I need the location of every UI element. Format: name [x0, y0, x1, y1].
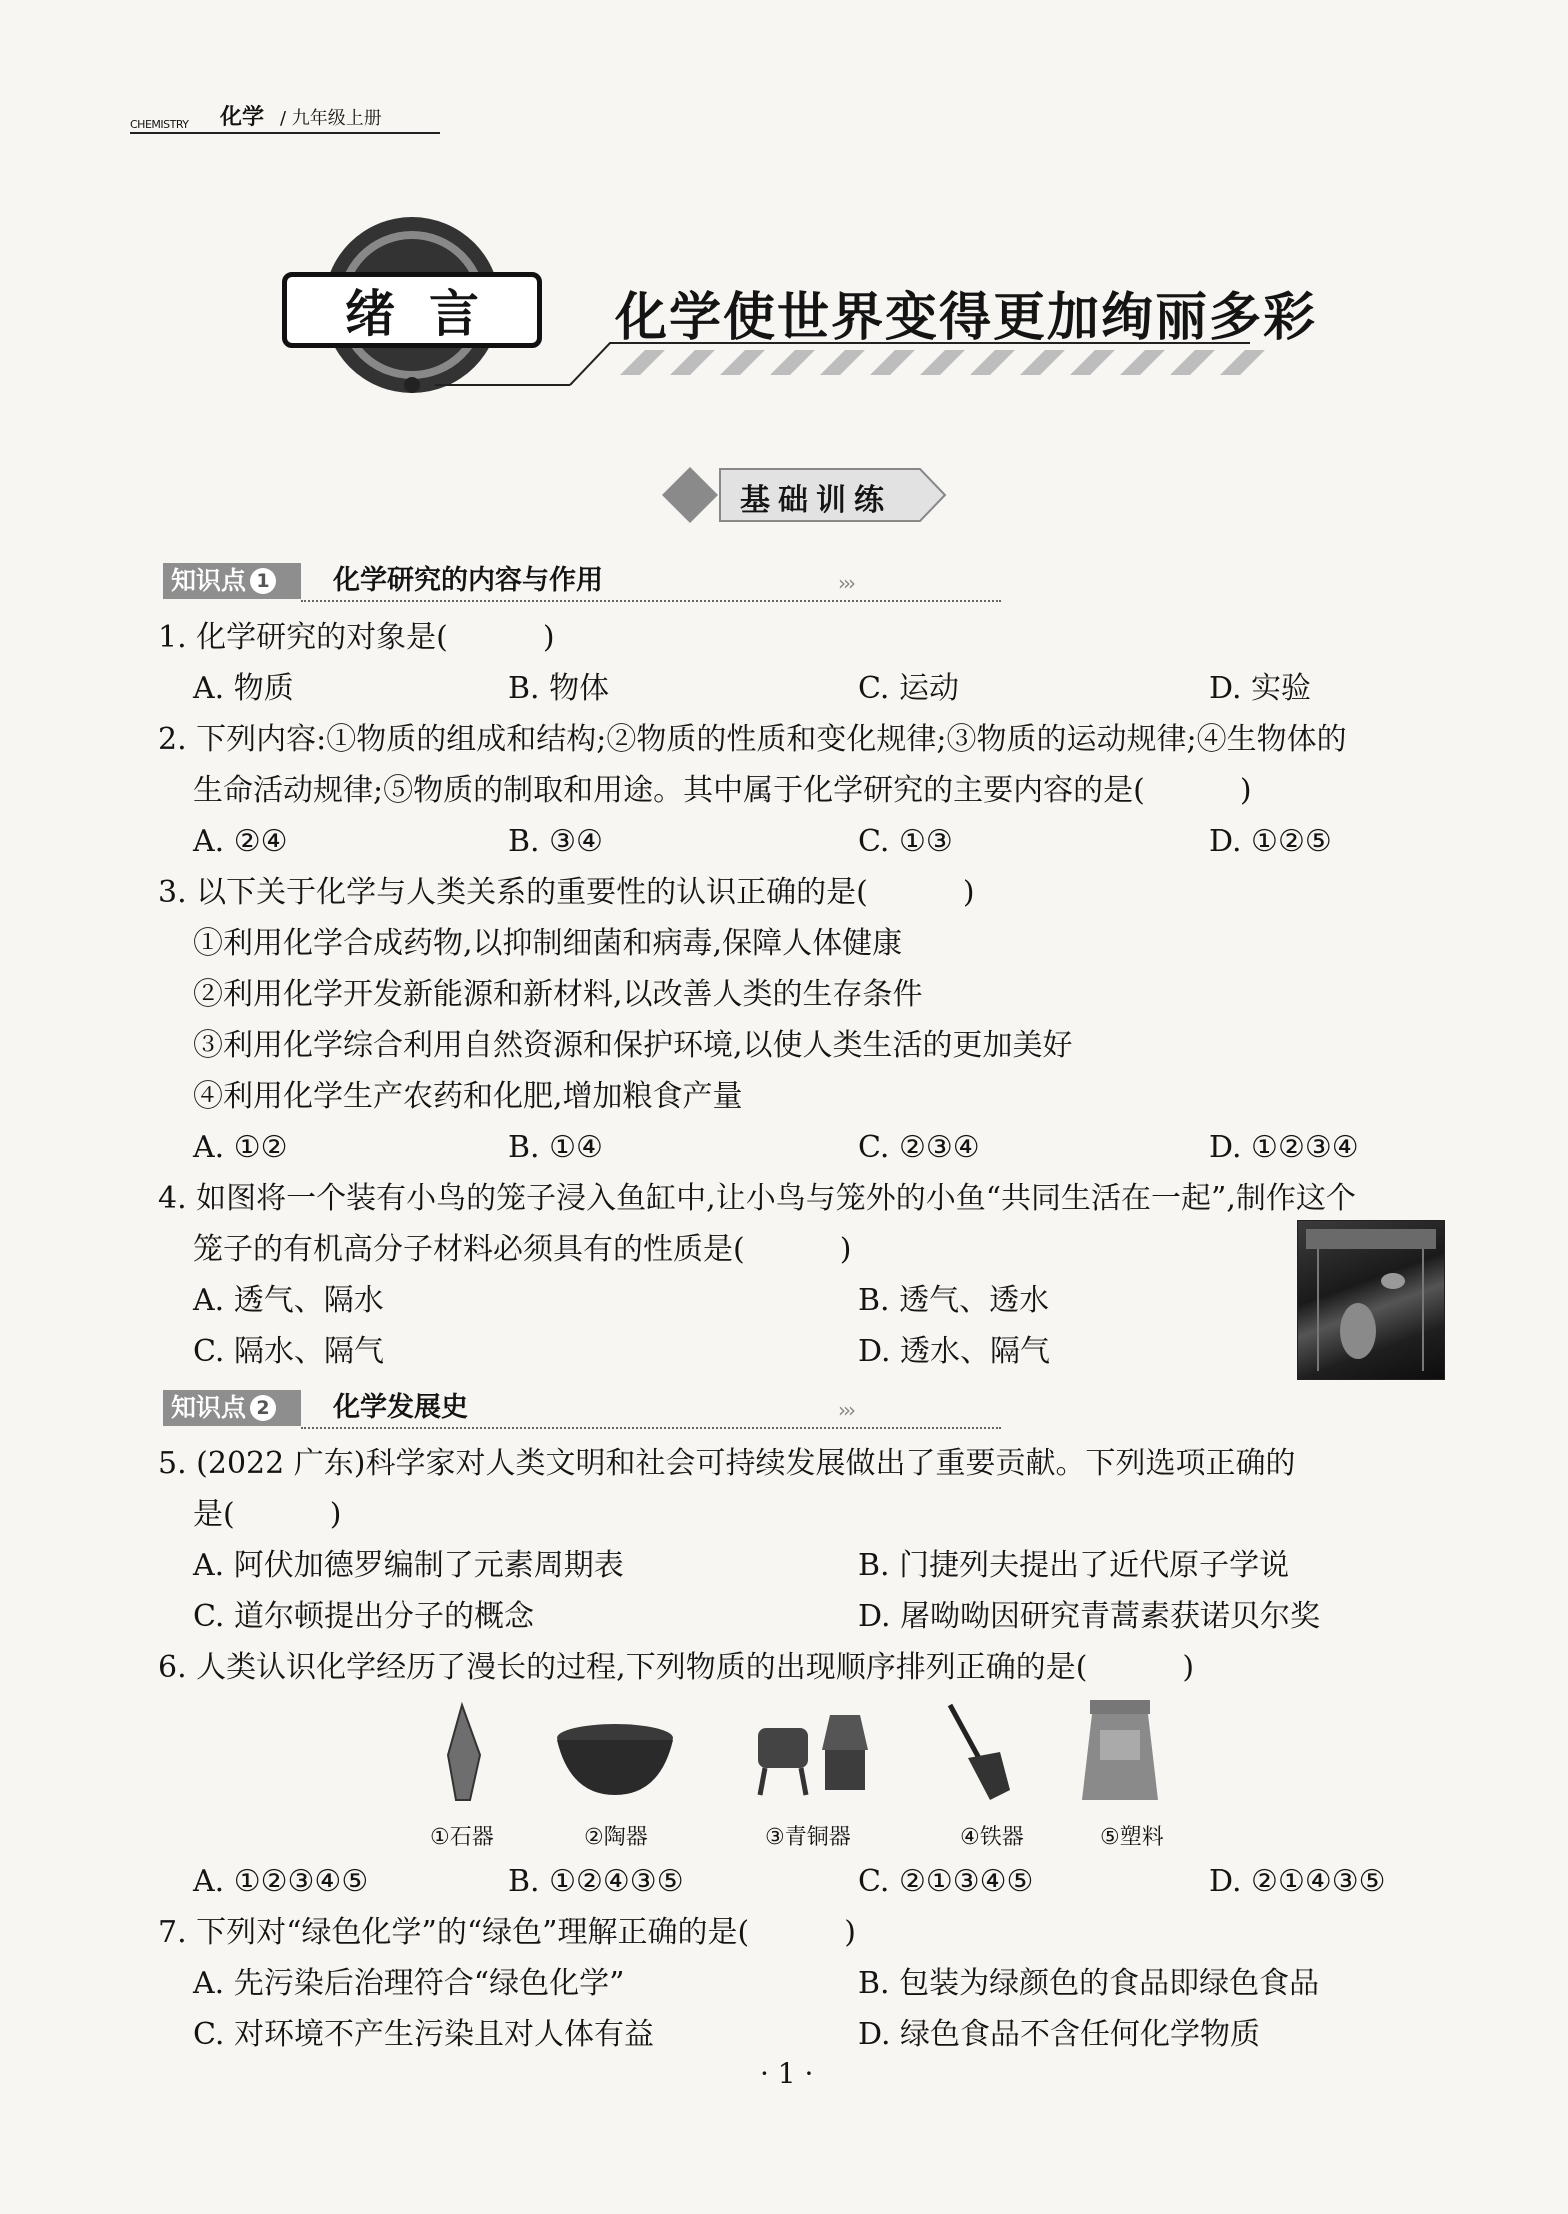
question-4-stem: 4. 如图将一个装有小鸟的笼子浸入鱼缸中,让小鸟与笼外的小鱼“共同生活在一起”,制作这个 [158, 1181, 1356, 1216]
option-b: B. ③④ [508, 824, 603, 859]
option-b: B. 透气、透水 [858, 1283, 1050, 1318]
birdcage-illustration [1298, 1221, 1444, 1379]
option-b: B. 门捷列夫提出了近代原子学说 [858, 1548, 1290, 1583]
artifacts-illustrations [420, 1700, 1200, 1820]
knowledge-point-title: 化学研究的内容与作用 [333, 565, 603, 596]
artifact-label-4: ④铁器 [960, 1825, 1024, 1850]
dotted-rule [301, 1427, 1001, 1429]
option-a: A. 阿伏加德罗编制了元素周期表 [193, 1548, 624, 1583]
header-subject-en: CHEMISTRY [130, 118, 189, 131]
option-c: C. 隔水、隔气 [193, 1334, 384, 1369]
option-d: D. 屠呦呦因研究青蒿素获诺贝尔奖 [858, 1599, 1321, 1634]
statement-3: ③利用化学综合利用自然资源和保护环境,以使人类生活的更加美好 [193, 1028, 1073, 1063]
option-d: D. ②①④③⑤ [1209, 1864, 1386, 1899]
question-5-stem-cont: 是( ) [193, 1497, 342, 1532]
option-c: C. ②①③④⑤ [858, 1864, 1034, 1899]
pottery-bowl-icon [557, 1724, 673, 1795]
option-a: A. 物质 [193, 671, 294, 706]
option-c: C. 运动 [858, 671, 959, 706]
dotted-rule [301, 600, 1001, 602]
plastic-stool-icon [1082, 1700, 1158, 1800]
option-c: C. ①③ [858, 824, 953, 859]
option-b: B. 物体 [508, 671, 610, 706]
statement-2: ②利用化学开发新能源和新材料,以改善人类的生存条件 [193, 977, 923, 1012]
option-d: D. ①②③④ [1209, 1130, 1359, 1165]
option-d: D. 实验 [1209, 671, 1312, 706]
knowledge-point-1 [163, 563, 883, 603]
option-d: D. 透水、隔气 [858, 1334, 1051, 1369]
question-3-stem: 3. 以下关于化学与人类关系的重要性的认识正确的是( ) [158, 875, 975, 910]
stone-tool-icon [448, 1705, 480, 1800]
running-header [130, 100, 440, 130]
option-b: B. 包装为绿颜色的食品即绿色食品 [858, 1966, 1320, 2001]
chapter-title: 化学使世界变得更加绚丽多彩 [615, 288, 1318, 348]
option-d: D. 绿色食品不含任何化学物质 [858, 2017, 1261, 2052]
chevrons-icon: ››› [838, 571, 853, 595]
question-1-stem: 1. 化学研究的对象是( ) [158, 620, 555, 655]
chapter-title-band [240, 215, 1390, 405]
knowledge-point-2 [163, 1390, 883, 1430]
artifacts-figure [420, 1700, 1200, 1850]
knowledge-point-tag: 知识点 2 [163, 1390, 301, 1426]
option-c: C. 道尔顿提出分子的概念 [193, 1599, 534, 1634]
artifact-label-1: ①石器 [430, 1825, 494, 1850]
section-banner [660, 465, 950, 525]
statement-4: ④利用化学生产农药和化肥,增加粮食产量 [193, 1079, 743, 1114]
question-2-stem: 2. 下列内容:①物质的组成和结构;②物质的性质和变化规律;③物质的运动规律;④生物体的 [158, 722, 1347, 757]
option-a: A. ①②③④⑤ [193, 1864, 369, 1899]
question-2-stem-cont: 生命活动规律;⑤物质的制取和用途。其中属于化学研究的主要内容的是( ) [193, 773, 1252, 808]
question-4-stem-cont: 笼子的有机高分子材料必须具有的性质是( ) [193, 1232, 852, 1267]
header-rule [130, 132, 440, 134]
option-a: A. 先污染后治理符合“绿色化学” [193, 1966, 625, 2001]
option-b: B. ①④ [508, 1130, 603, 1165]
question-5-stem: 5. (2022 广东)科学家对人类文明和社会可持续发展做出了重要贡献。下列选项正确的 [158, 1446, 1296, 1481]
statement-1: ①利用化学合成药物,以抑制细菌和病毒,保障人体健康 [193, 926, 903, 961]
option-c: C. 对环境不产生污染且对人体有益 [193, 2017, 654, 2052]
iron-shovel-icon [950, 1705, 1010, 1800]
birdcage-aquarium-photo [1297, 1220, 1445, 1380]
page-number: · 1 · [760, 2057, 814, 2090]
option-c: C. ②③④ [858, 1130, 980, 1165]
option-a: A. ②④ [193, 824, 288, 859]
section-title: 基础训练 [740, 483, 892, 518]
option-a: A. 透气、隔水 [193, 1283, 384, 1318]
option-d: D. ①②⑤ [1209, 824, 1332, 859]
bronze-vessel-icon [758, 1715, 868, 1795]
knowledge-point-title: 化学发展史 [333, 1392, 468, 1423]
header-grade: / 九年级上册 [280, 108, 382, 129]
artifact-label-2: ②陶器 [584, 1825, 648, 1850]
chapter-label-box: 绪言 [282, 272, 542, 348]
knowledge-point-tag: 知识点 1 [163, 563, 301, 599]
artifact-label-5: ⑤塑料 [1100, 1825, 1164, 1850]
question-7-stem: 7. 下列对“绿色化学”的“绿色”理解正确的是( ) [158, 1915, 856, 1950]
chevrons-icon: ››› [838, 1398, 853, 1422]
question-6-stem: 6. 人类认识化学经历了漫长的过程,下列物质的出现顺序排列正确的是( ) [158, 1650, 1195, 1685]
option-b: B. ①②④③⑤ [508, 1864, 684, 1899]
option-a: A. ①② [193, 1130, 288, 1165]
header-subject: 化学 [220, 105, 265, 130]
artifact-label-3: ③青铜器 [765, 1825, 851, 1850]
